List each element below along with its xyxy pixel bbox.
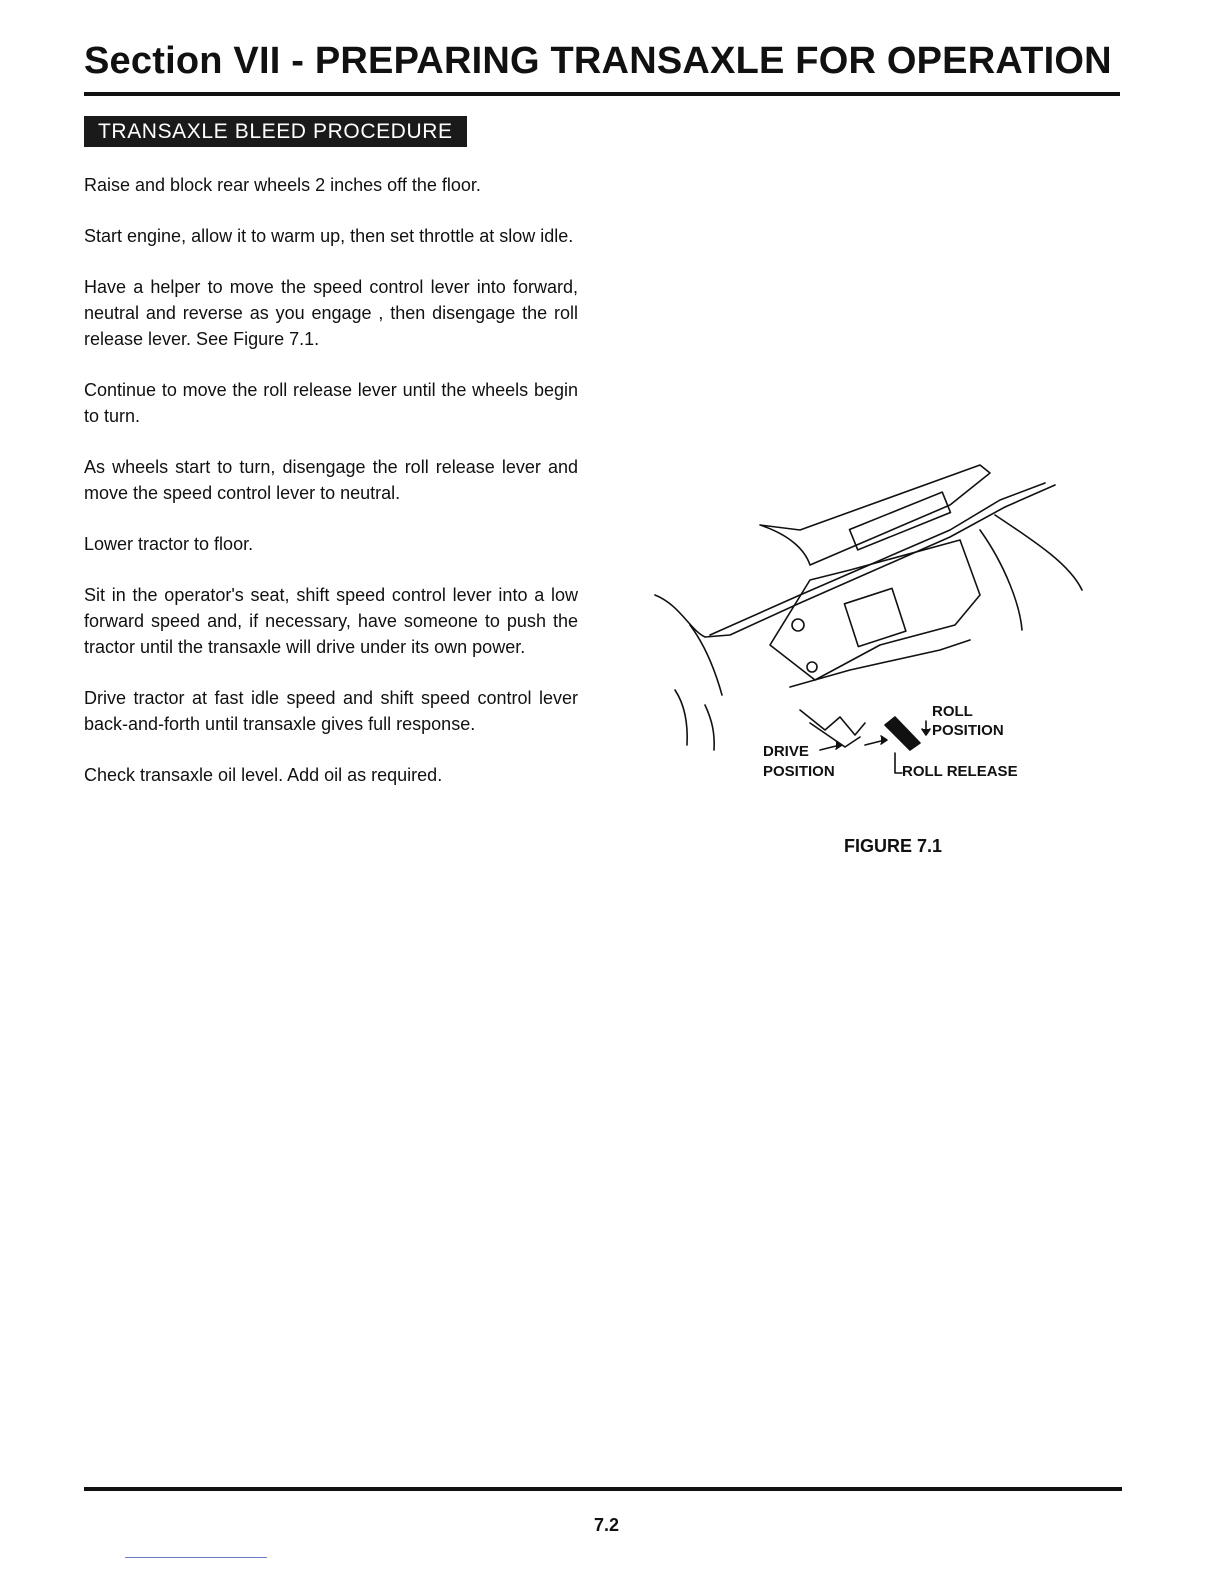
procedure-steps: [84, 172, 578, 813]
step-5: As wheels start to turn, disengage the roll release lever and move the speed control lever to neutral.: [84, 457, 578, 503]
page-number: 7.2: [594, 1515, 620, 1535]
step-6: Lower tractor to floor.: [84, 534, 254, 554]
label-drive-position: POSITION: [763, 763, 835, 780]
step-9: Check transaxle oil level. Add oil as required.: [84, 765, 443, 785]
transaxle-illustration: [650, 455, 1090, 795]
figure-caption: FIGURE 7.1: [844, 836, 943, 856]
label-roll-release: ROLL RELEASE: [902, 763, 1018, 780]
step-7: Sit in the operator's seat, shift speed control lever into a low forward speed and, if necessary, have someone to push the tractor until the transaxle will drive under its own power.: [84, 585, 578, 657]
step-4: Continue to move the roll release lever until the wheels begin to turn.: [84, 380, 578, 426]
step-3: Have a helper to move the speed control lever into forward, neutral and reverse as you engage , then disengage the roll release lever. See Figure 7.1.: [84, 277, 578, 349]
label-drive: DRIVE: [763, 743, 809, 760]
step-2: Start engine, allow it to warm up, then set throttle at slow idle.: [84, 226, 574, 246]
label-roll-position: POSITION: [932, 722, 1004, 739]
footer-rule: [84, 1487, 1122, 1491]
label-roll: ROLL: [932, 703, 973, 720]
section-heading: TRANSAXLE BLEED PROCEDURE: [84, 116, 467, 147]
footer-mark: [125, 1557, 267, 1558]
step-1: Raise and block rear wheels 2 inches off the floor.: [84, 175, 481, 195]
transaxle-figure: [650, 455, 1090, 795]
title-rule: [84, 92, 1120, 96]
page-title: Section VII - PREPARING TRANSAXLE FOR OPERATION: [84, 40, 1112, 82]
step-8: Drive tractor at fast idle speed and shift speed control lever back-and-forth until transaxle gives full response.: [84, 688, 578, 734]
